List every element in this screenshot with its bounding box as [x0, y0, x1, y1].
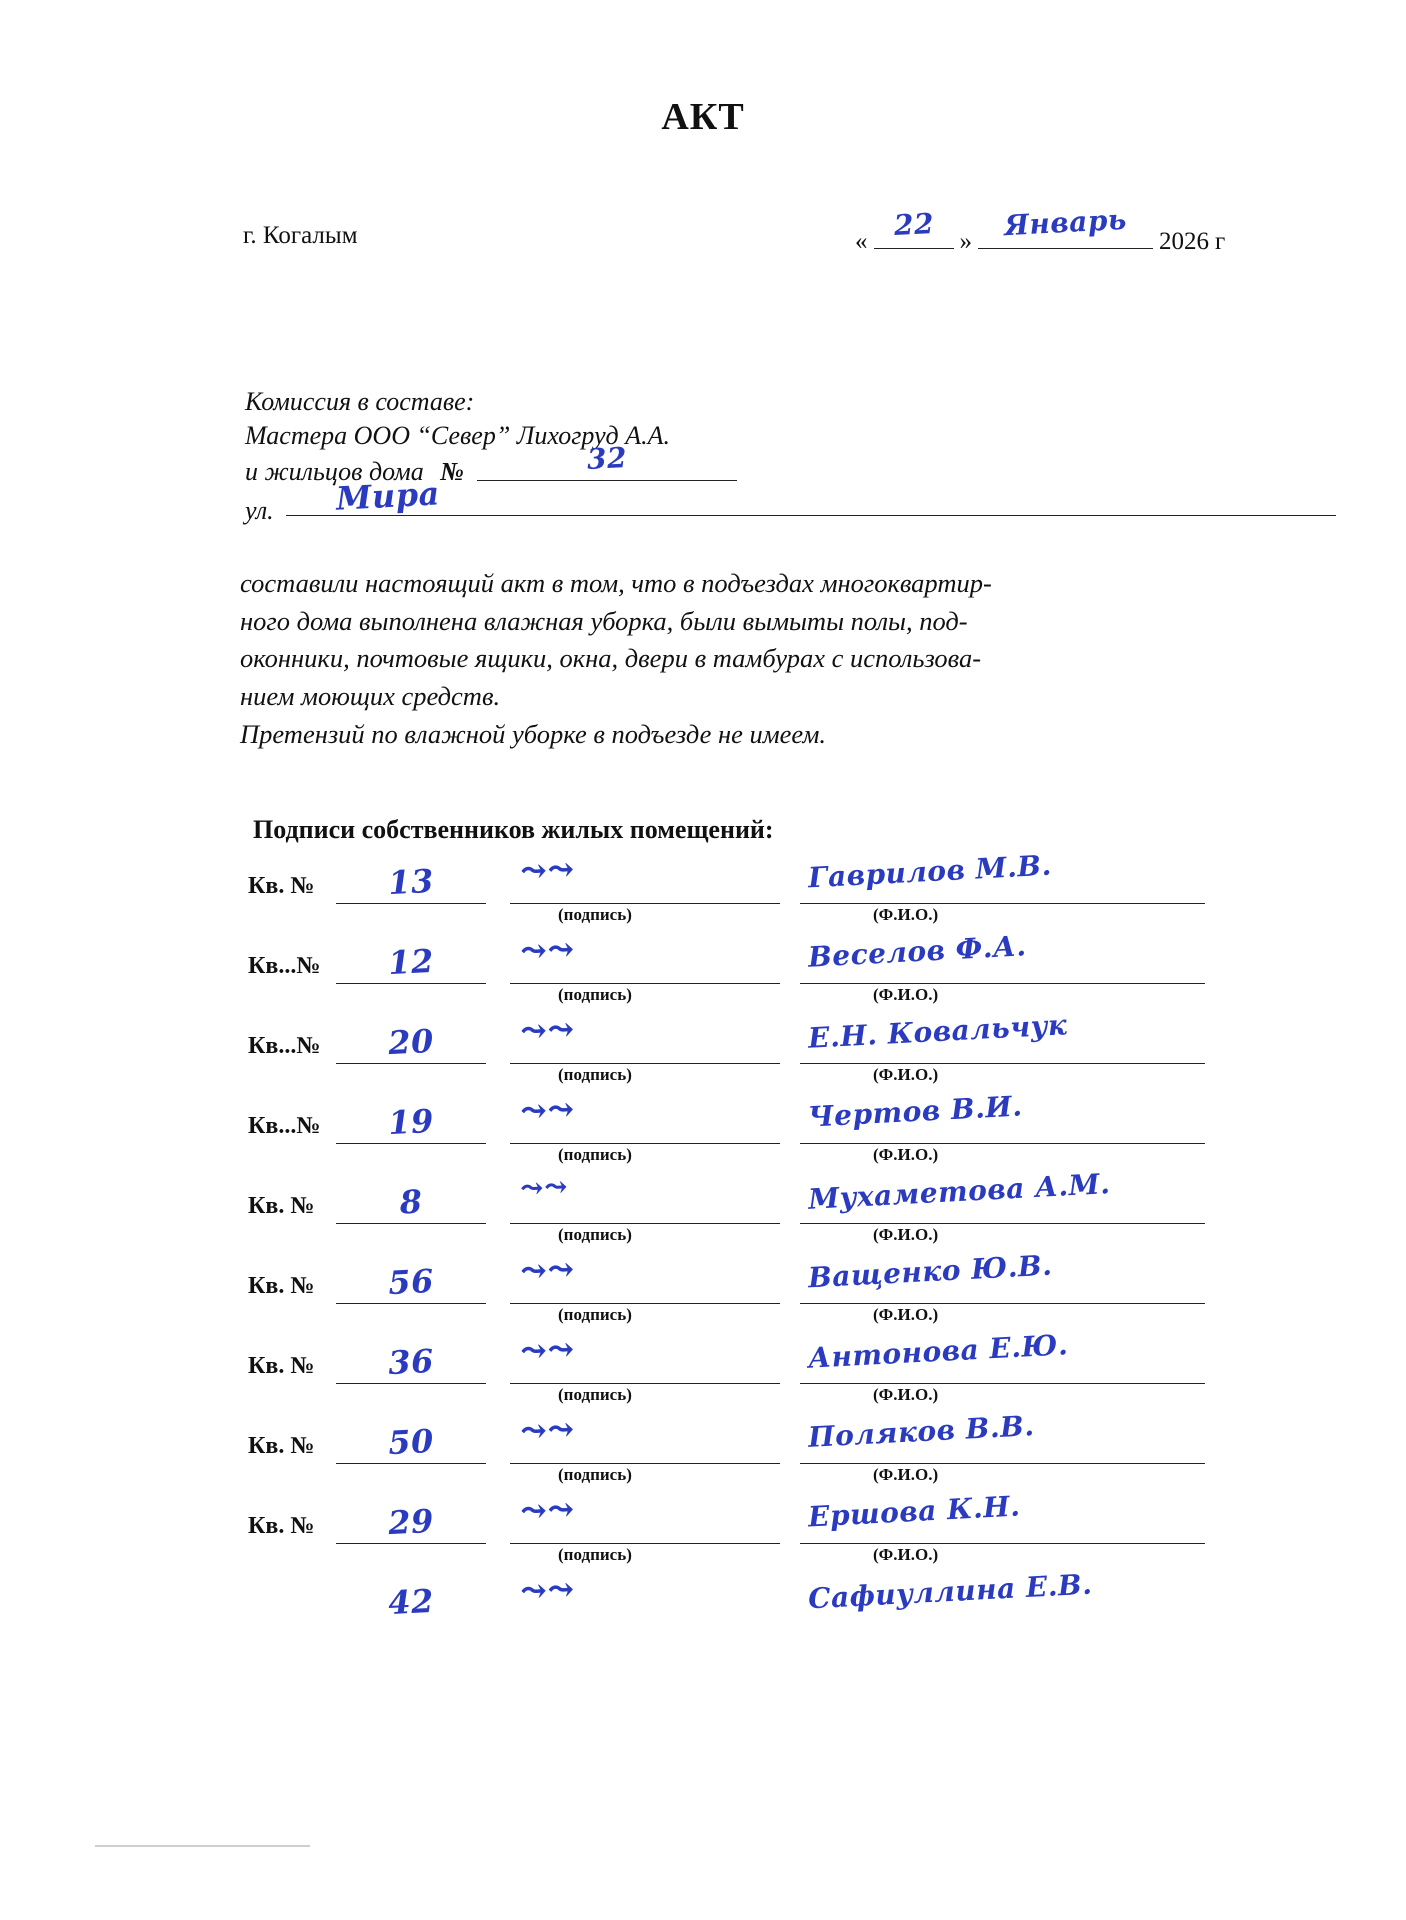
fio-handwritten: Е.Н. Ковальчук	[807, 1008, 1069, 1055]
signature-row	[248, 1489, 1348, 1575]
signature-scribble-icon: ⤳⤳	[519, 1569, 576, 1611]
date-year-suffix: г	[1215, 228, 1226, 255]
caption-fio: (Ф.И.О.)	[873, 1385, 939, 1404]
fio-handwritten: Антонова Е.Ю.	[807, 1328, 1069, 1375]
page-title: АКТ	[661, 96, 745, 138]
apartment-label: Кв. №	[248, 1193, 315, 1219]
commission-block	[245, 385, 1305, 528]
signature-scribble-icon: ⤳⤳	[519, 1329, 576, 1371]
fio-handwritten: Ершова К.Н.	[807, 1489, 1022, 1534]
caption-fio: (Ф.И.О.)	[873, 985, 939, 1004]
apartment-handwritten: 50	[387, 1421, 435, 1463]
caption-signature: (подпись)	[558, 1065, 632, 1084]
body-line-2: ного дома выполнена влажная уборка, были вымыты полы, под-	[240, 605, 968, 636]
signature-row	[248, 1008, 1348, 1095]
caption-fio: (Ф.И.О.)	[873, 1465, 939, 1484]
apartment-handwritten: 12	[387, 941, 435, 983]
street-label: ул.	[245, 496, 274, 526]
fio-field[interactable]	[800, 848, 1205, 904]
signature-row	[248, 1409, 1348, 1495]
caption-signature: (подпись)	[558, 1385, 632, 1404]
apartment-label: Кв...№	[248, 1033, 321, 1059]
signature-scribble-icon: ⤳⤳	[519, 1169, 569, 1206]
fio-field[interactable]	[800, 1328, 1205, 1384]
apartment-handwritten: 20	[387, 1021, 435, 1063]
date-day-handwritten: 22	[892, 206, 935, 243]
apartment-label: Кв...№	[248, 953, 321, 979]
commission-line-1: Комиссия в составе:	[245, 387, 475, 416]
caption-signature: (подпись)	[558, 905, 632, 924]
caption-signature: (подпись)	[558, 1465, 632, 1484]
street-row	[245, 474, 1305, 528]
date-month-field[interactable]	[978, 202, 1153, 249]
signature-field[interactable]	[510, 1169, 780, 1224]
house-number-handwritten: 32	[585, 440, 628, 476]
fio-field[interactable]	[800, 1008, 1205, 1064]
apartment-field[interactable]	[336, 941, 486, 984]
signatures-heading: Подписи собственников жилых помещений:	[253, 815, 774, 844]
signature-field[interactable]	[510, 1089, 780, 1144]
fio-handwritten: Ващенко Ю.В.	[807, 1248, 1054, 1295]
body-text	[240, 565, 1315, 753]
signature-field[interactable]	[510, 929, 780, 984]
signature-field[interactable]	[510, 1569, 780, 1623]
fio-field[interactable]	[800, 1167, 1205, 1224]
signature-scribble-icon: ⤳⤳	[519, 1409, 576, 1451]
quote-close: »	[959, 228, 972, 255]
apartment-field[interactable]	[336, 1501, 486, 1544]
signature-field[interactable]	[510, 1489, 780, 1544]
fio-field[interactable]	[800, 1248, 1205, 1304]
signature-row	[248, 1248, 1348, 1335]
fio-handwritten: Мухаметова А.М.	[807, 1167, 1112, 1216]
signature-row	[248, 1567, 1348, 1655]
signatures-list	[248, 848, 1348, 1655]
caption-signature: (подпись)	[558, 1225, 632, 1244]
signature-field[interactable]	[510, 849, 780, 904]
signature-field[interactable]	[510, 1409, 780, 1464]
apartment-handwritten: 13	[387, 861, 435, 903]
apartment-field[interactable]	[336, 1182, 486, 1224]
signature-row	[248, 1328, 1348, 1415]
caption-signature: (подпись)	[558, 985, 632, 1004]
fio-field[interactable]	[800, 1409, 1205, 1464]
apartment-handwritten: 56	[387, 1261, 435, 1303]
caption-signature: (подпись)	[558, 1545, 632, 1564]
signature-row	[248, 848, 1348, 935]
apartment-label: Кв. №	[248, 1353, 315, 1379]
body-line-1: составили настоящий акт в том, что в подъездах многоквартир-	[240, 568, 992, 598]
apartment-label: Кв. №	[248, 873, 315, 899]
commission-line-2: Мастера ООО “Север” Лихогруд А.А.	[245, 420, 670, 450]
apartment-label: Кв. №	[248, 1273, 315, 1299]
apartment-handwritten: 36	[387, 1341, 435, 1383]
date-month-handwritten: Январь	[1003, 202, 1128, 243]
fio-field[interactable]	[800, 929, 1205, 984]
apartment-field[interactable]	[336, 1261, 486, 1304]
caption-signature: (подпись)	[558, 1145, 632, 1164]
apartment-field[interactable]	[336, 1581, 486, 1623]
apartment-handwritten: 42	[387, 1581, 435, 1623]
apartment-label: Кв. №	[248, 1433, 315, 1459]
fio-field[interactable]	[800, 1567, 1205, 1623]
apartment-field[interactable]	[336, 861, 486, 904]
fio-handwritten: Гаврилов М.В.	[807, 848, 1053, 895]
signature-row	[248, 1167, 1348, 1255]
house-row-prefix: и жильцов дома	[245, 456, 424, 486]
apartment-field[interactable]	[336, 1421, 486, 1464]
date-day-field[interactable]	[874, 206, 954, 249]
apartment-label: Кв. №	[248, 1513, 315, 1539]
caption-fio: (Ф.И.О.)	[873, 1145, 939, 1164]
signature-field[interactable]	[510, 1249, 780, 1304]
apartment-handwritten: 19	[387, 1101, 435, 1143]
apartment-field[interactable]	[336, 1021, 486, 1064]
caption-fio: (Ф.И.О.)	[873, 1545, 939, 1564]
apartment-field[interactable]	[336, 1341, 486, 1384]
caption-signature: (подпись)	[558, 1305, 632, 1324]
fio-handwritten: Сафиуллина Е.В.	[807, 1567, 1094, 1616]
body-claim-line: Претензий по влажной уборке в подъезде не имеем.	[240, 718, 827, 749]
caption-fio: (Ф.И.О.)	[873, 1305, 939, 1324]
quote-open: «	[855, 228, 868, 255]
apartment-handwritten: 29	[387, 1501, 435, 1543]
apartment-label: Кв...№	[248, 1113, 321, 1139]
caption-fio: (Ф.И.О.)	[873, 1065, 939, 1084]
house-number-symbol: №	[440, 456, 465, 486]
signature-scribble-icon: ⤳⤳	[519, 1089, 576, 1131]
signature-scribble-icon: ⤳⤳	[519, 1249, 576, 1291]
fio-field[interactable]	[800, 1089, 1205, 1144]
caption-fio: (Ф.И.О.)	[873, 905, 939, 924]
fio-handwritten: Поляков В.В.	[807, 1409, 1036, 1454]
fio-handwritten: Чертов В.И.	[807, 1089, 1024, 1134]
page-bottom-divider	[95, 1845, 310, 1847]
date-year: 2026	[1159, 228, 1209, 255]
signature-field[interactable]	[510, 1329, 780, 1384]
apartment-field[interactable]	[336, 1101, 486, 1144]
body-line-3: оконники, почтовые ящики, окна, двери в тамбурах с использова-	[240, 643, 982, 674]
street-field[interactable]	[286, 474, 1336, 519]
signature-row	[248, 929, 1348, 1015]
apartment-handwritten: 8	[398, 1182, 424, 1222]
signature-scribble-icon: ⤳⤳	[519, 849, 576, 891]
signature-row	[248, 1089, 1348, 1175]
house-number-field[interactable]	[477, 440, 737, 481]
signature-field[interactable]	[510, 1009, 780, 1064]
signature-scribble-icon: ⤳⤳	[519, 1009, 576, 1051]
street-handwritten: Мира	[335, 474, 441, 519]
signature-scribble-icon: ⤳⤳	[519, 1489, 576, 1531]
body-line-4: нием моющих средств.	[240, 680, 501, 711]
signature-scribble-icon: ⤳⤳	[519, 929, 576, 971]
caption-fio: (Ф.И.О.)	[873, 1225, 939, 1244]
date-line	[855, 202, 1226, 256]
fio-handwritten: Веселов Ф.А.	[807, 929, 1028, 974]
city-label: г. Когалым	[243, 222, 358, 249]
fio-field[interactable]	[800, 1489, 1205, 1544]
